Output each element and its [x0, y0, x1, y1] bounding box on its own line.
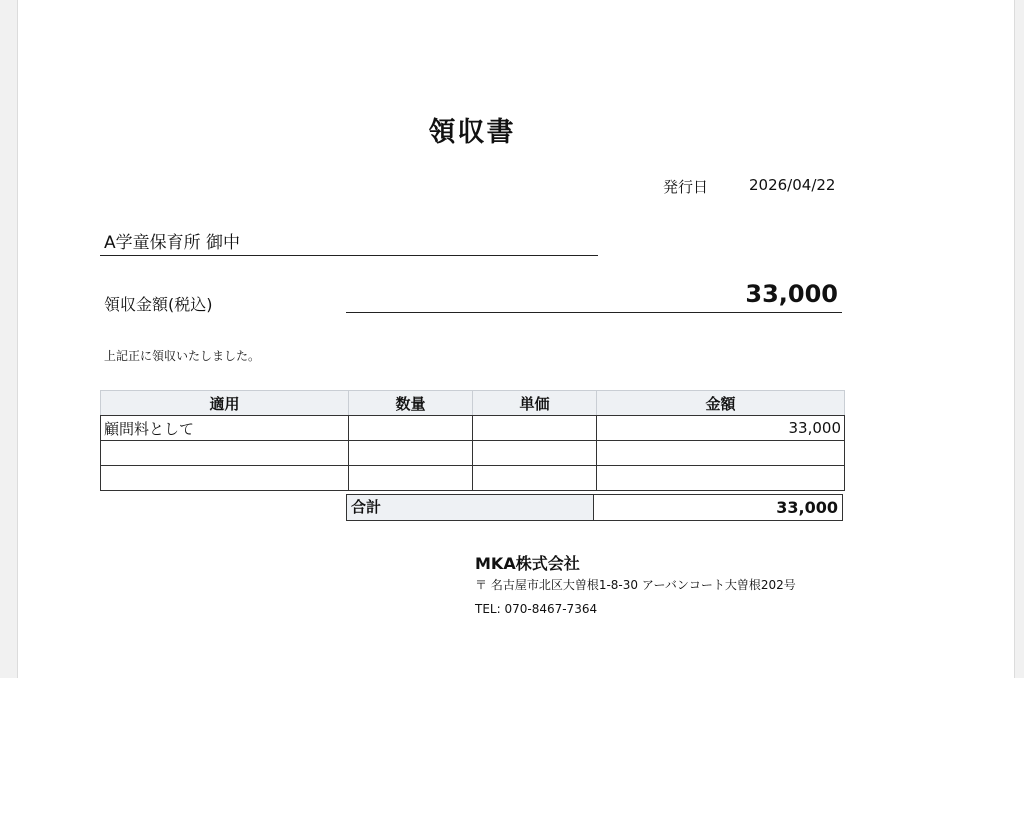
receipt-note: 上記正に領収いたしました。 — [104, 349, 261, 363]
table-row — [101, 441, 845, 466]
issue-date-value: 2026/04/22 — [749, 176, 836, 194]
header-description: 適用 — [101, 391, 349, 416]
recipient-name: A学童保育所 御中 — [100, 228, 598, 256]
total-label: 合計 — [347, 495, 594, 520]
row-amount — [597, 441, 845, 466]
row-quantity — [349, 416, 473, 441]
amount-label: 領収金額(税込) — [104, 295, 213, 314]
row-unit-price — [473, 416, 597, 441]
header-quantity: 数量 — [349, 391, 473, 416]
company-name: MKA株式会社 — [475, 554, 580, 573]
issue-date-label: 発行日 — [663, 178, 709, 196]
row-quantity — [349, 466, 473, 491]
receipt-title — [18, 110, 1014, 149]
table-row — [101, 466, 845, 491]
row-amount: 33,000 — [597, 416, 845, 441]
row-amount — [597, 466, 845, 491]
row-unit-price — [473, 441, 597, 466]
header-unit-price: 単価 — [473, 391, 597, 416]
row-description — [101, 466, 349, 491]
company-tel: TEL: 070-8467-7364 — [475, 602, 598, 616]
total-value: 33,000 — [776, 498, 838, 517]
receipt-title-text: 領収書 — [428, 117, 516, 148]
row-description: 顧問料として — [101, 416, 349, 441]
header-amount: 金額 — [597, 391, 845, 416]
items-table — [100, 390, 845, 491]
total-row — [346, 494, 843, 521]
table-header-row — [101, 391, 845, 416]
row-unit-price — [473, 466, 597, 491]
table-row — [101, 416, 845, 441]
row-description — [101, 441, 349, 466]
receipt-page — [17, 0, 1015, 678]
company-address: 〒 名古屋市北区大曽根1-8-30 アーバンコート大曽根202号 — [475, 578, 796, 592]
amount-value: 33,000 — [346, 280, 842, 313]
row-quantity — [349, 441, 473, 466]
